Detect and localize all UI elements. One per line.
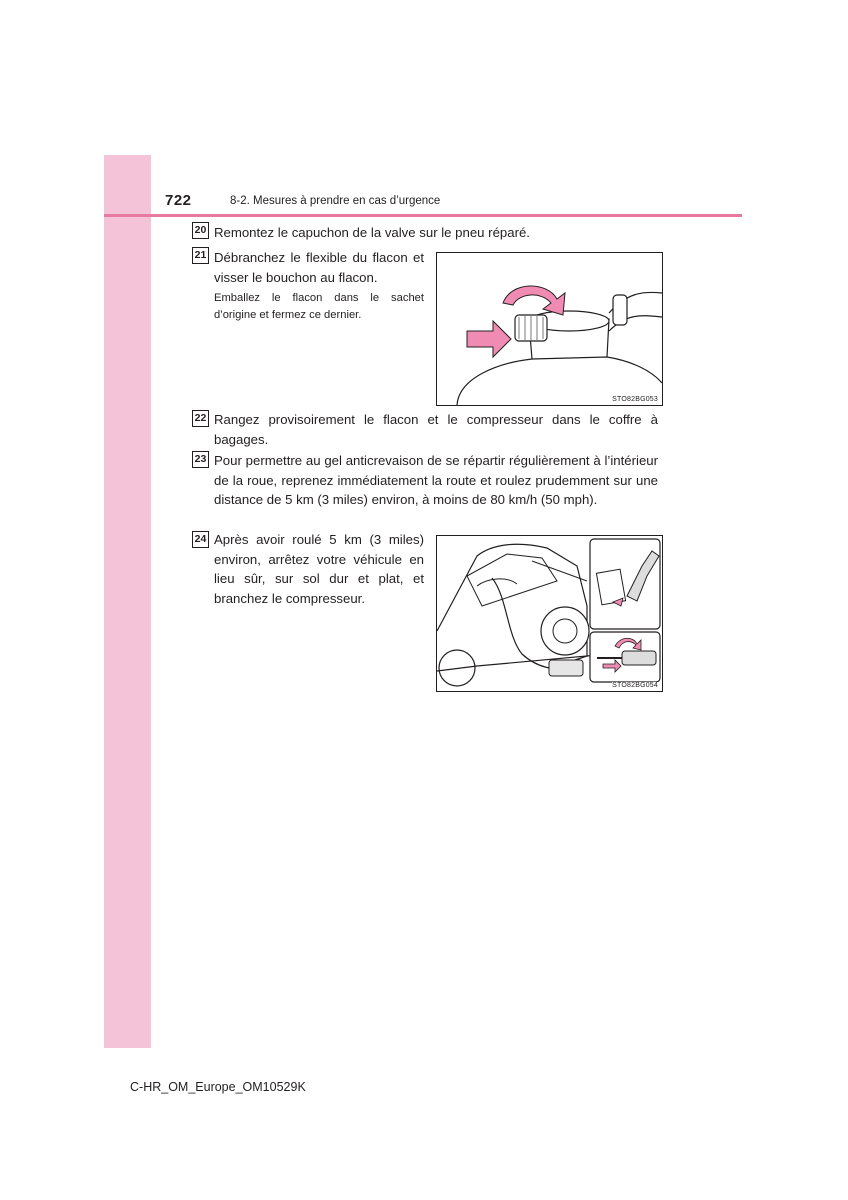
footer-doc-id: C-HR_OM_Europe_OM10529K — [130, 1080, 306, 1094]
step-number-20: 20 — [192, 222, 209, 239]
step-number-23: 23 — [192, 451, 209, 468]
step-text-24: Après avoir roulé 5 km (3 miles) environ, arrêtez votre véhicule en lieu sûr, sur sol dur et plat, et branchez le compresseur. — [214, 532, 424, 606]
section-title: 8-2. Mesures à prendre en cas d’urgence — [230, 195, 441, 207]
step-text-22: Rangez provisoirement le flacon et le compresseur dans le coffre à bagages. — [214, 412, 658, 447]
chapter-tab-sidebar — [104, 155, 151, 1048]
figure-car-compressor — [436, 535, 663, 692]
step-number-24: 24 — [192, 531, 209, 548]
car-compressor-illustration — [437, 536, 662, 691]
figure-code: STO82BG053 — [612, 396, 658, 403]
page-number: 722 — [165, 192, 192, 209]
step-text-21: Débranchez le flexible du flacon et visser le bouchon au flacon. — [214, 250, 424, 285]
figure-bottle-cap — [436, 252, 663, 406]
step-note-21: Emballez le flacon dans le sachet d’origine et fermez ce dernier. — [214, 292, 424, 321]
figure-code: STO82BG054 — [612, 682, 658, 689]
step-text-23: Pour permettre au gel anticrevaison de se répartir régulièrement à l’intérieur de la roue, reprenez immédiatement la route et roulez prudemment sur une distance de 5 km (3 miles) environ, à moins de 80 km/h (50 mph). — [214, 453, 658, 507]
bottle-cap-illustration — [437, 253, 662, 405]
header-rule — [104, 214, 742, 217]
step-text-20: Remontez le capuchon de la valve sur le pneu réparé. — [214, 225, 530, 240]
step-number-22: 22 — [192, 410, 209, 427]
step-number-21: 21 — [192, 247, 209, 264]
